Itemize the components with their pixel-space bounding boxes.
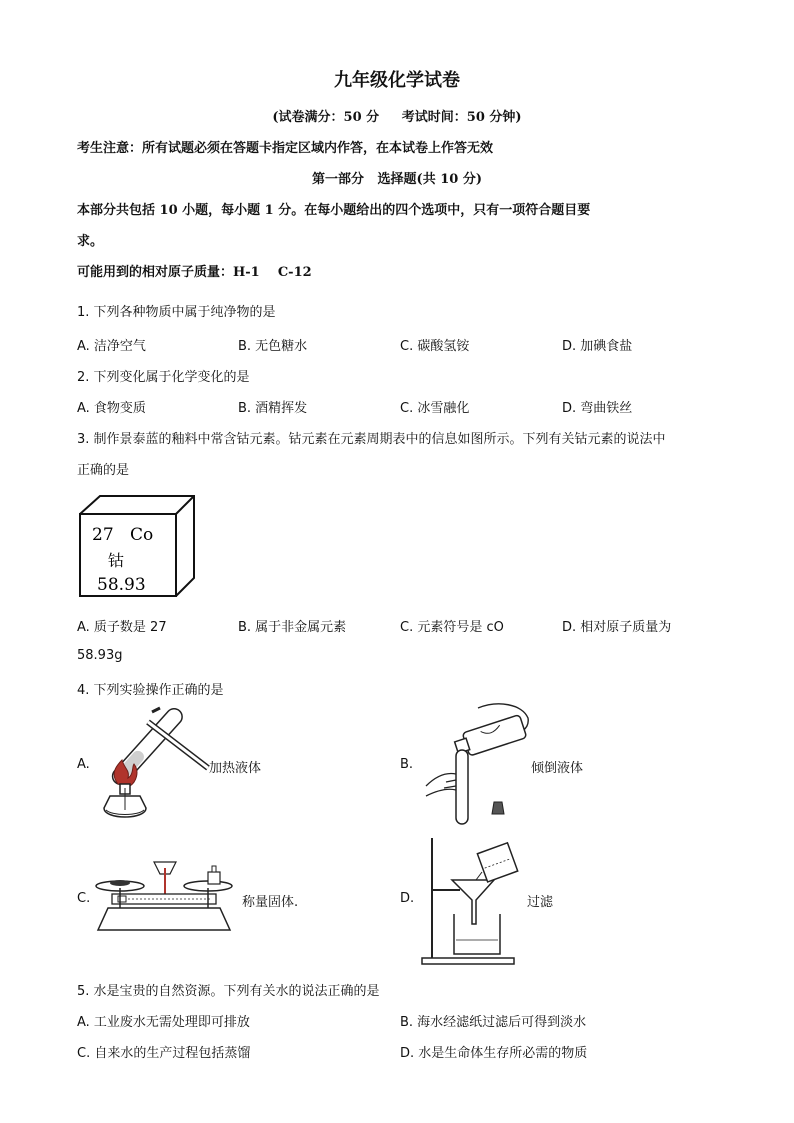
element-mass: 58.93 <box>97 575 146 595</box>
q4-option-d-letter: D. <box>400 891 415 906</box>
q4-option-b-letter: B. <box>400 757 414 772</box>
q5-option-c: C. 自来水的生产过程包括蒸馏 <box>77 1046 251 1061</box>
q1-option-b: B. 无色糖水 <box>238 339 308 354</box>
question-5-stem: 5. 水是宝贵的自然资源。下列有关水的说法正确的是 <box>77 984 380 999</box>
section-instructions: 本部分共包括 10 小题，每小题 1 分。在每小题给出的四个选项中，只有一项符合题目要 <box>77 203 591 218</box>
q3-option-d-cont: 58.93g <box>77 648 123 663</box>
element-cell-drawing <box>78 494 196 598</box>
q1-option-c: C. 碳酸氢铵 <box>400 339 470 354</box>
q1-option-d: D. 加碘食盐 <box>562 339 633 354</box>
q5-option-d: D. 水是生命体生存所必需的物质 <box>400 1046 588 1061</box>
q5-option-a: A. 工业废水无需处理即可排放 <box>77 1015 250 1030</box>
q4-option-a-caption: 加热液体 <box>209 761 262 776</box>
element-symbol: Co <box>130 525 154 545</box>
atomic-masses: 可能用到的相对原子质量：H-1 C-12 <box>77 265 312 280</box>
pouring-liquid-illustration <box>418 700 533 830</box>
filtration-illustration <box>420 834 522 966</box>
q5-option-b: B. 海水经滤纸过滤后可得到淡水 <box>400 1015 587 1030</box>
question-1-stem: 1. 下列各种物质中属于纯净物的是 <box>77 305 276 320</box>
page-title: 九年级化学试卷 <box>334 70 460 91</box>
q2-option-d: D. 弯曲铁丝 <box>562 401 633 416</box>
question-4-stem: 4. 下列实验操作正确的是 <box>77 683 224 698</box>
question-2-stem: 2. 下列变化属于化学变化的是 <box>77 370 250 385</box>
q4-option-a-letter: A. <box>77 757 90 772</box>
question-3-stem: 3. 制作景泰蓝的釉料中常含钴元素。钴元素在元素周期表中的信息如图所示。下列有关钴元素的说法中 <box>77 432 666 447</box>
q4-option-c-letter: C. <box>77 891 91 906</box>
exam-info: (试卷满分：50 分 考试时间：50 分钟) <box>272 110 522 125</box>
element-number: 27 <box>92 525 114 545</box>
element-cell-figure <box>78 494 196 598</box>
section-heading: 第一部分 选择题(共 10 分) <box>311 172 483 187</box>
q3-option-a: A. 质子数是 27 <box>77 620 167 635</box>
q3-option-d: D. 相对原子质量为 <box>562 620 672 635</box>
element-name: 钴 <box>108 551 125 570</box>
q4-option-d-caption: 过滤 <box>527 895 554 910</box>
balance-illustration <box>94 860 234 936</box>
q1-option-a: A. 洁净空气 <box>77 339 146 354</box>
question-3-stem-cont: 正确的是 <box>77 463 130 478</box>
q3-option-b: B. 属于非金属元素 <box>238 620 347 635</box>
candidate-notice: 考生注意：所有试题必须在答题卡指定区域内作答，在本试卷上作答无效 <box>77 141 494 156</box>
q2-option-c: C. 冰雪融化 <box>400 401 470 416</box>
q2-option-a: A. 食物变质 <box>77 401 146 416</box>
q4-option-b-caption-text: 倾倒液体 <box>531 761 584 776</box>
q4-option-c-caption: 称量固体. <box>242 895 299 910</box>
heating-liquid-illustration <box>88 704 213 826</box>
section-instructions-cont: 求。 <box>77 234 104 249</box>
q3-option-c: C. 元素符号是 cO <box>400 620 504 635</box>
q2-option-b: B. 酒精挥发 <box>238 401 308 416</box>
